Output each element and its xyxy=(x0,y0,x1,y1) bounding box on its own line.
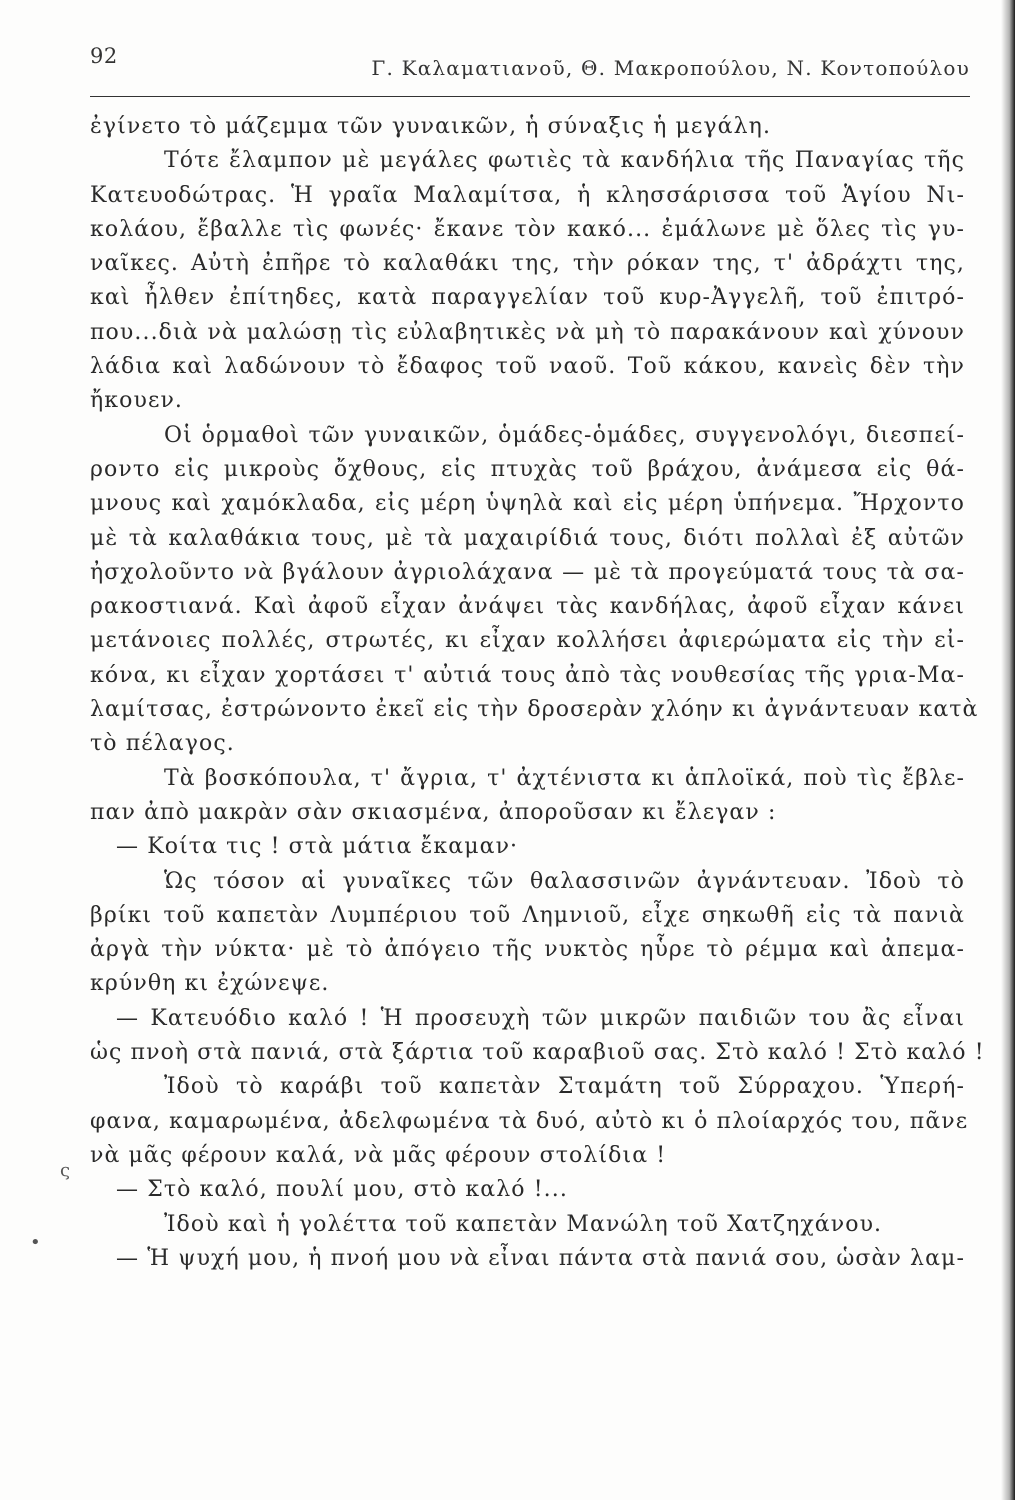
text-line: Κατευοδώτρας. Ἡ γραῖα Μαλαμίτσα, ἡ κλησσάρισσα τοῦ Ἁγίου Νι- xyxy=(90,182,965,208)
running-head: Γ. Καλαματιανοῦ, Θ. Μακροπούλου, Ν. Κοντοπούλου xyxy=(371,56,970,80)
dialogue-line: — Στὸ καλό, πουλί μου, στὸ καλό !... xyxy=(116,1177,568,1203)
text-line: τὸ πέλαγος. xyxy=(90,731,235,757)
margin-mark: ς xyxy=(60,1160,71,1181)
text-line: ἀργὰ τὴν νύκτα· μὲ τὸ ἀπόγειο τῆς νυκτὸς ηὗρε τὸ ρέμμα καὶ ἀπεμα- xyxy=(90,937,965,963)
text-line: ὡς πνοὴ στὰ πανιά, στὰ ξάρτια τοῦ καραβιοῦ σας. Στὸ καλό ! Στὸ καλό ! xyxy=(90,1040,985,1066)
text-line: μνους καὶ χαμόκλαδα, εἰς μέρη ὑψηλὰ καὶ εἰς μέρη ὑπήνεμα. Ἤρχοντο xyxy=(90,491,965,517)
text-line: που...διὰ νὰ μαλώσῃ τὶς εὐλαβητικὲς νὰ μὴ τὸ παρακάνουν καὶ χύνουν xyxy=(90,319,965,345)
dialogue-line: — Ἡ ψυχή μου, ἡ πνοή μου νὰ εἶναι πάντα στὰ πανιά σου, ὡσὰν λαμ- xyxy=(116,1245,965,1271)
page-body xyxy=(90,110,985,1276)
text-line: ἐγίνετο τὸ μάζεμμα τῶν γυναικῶν, ἡ σύναξις ἡ μεγάλη. xyxy=(90,114,772,139)
text-line: λάδια καὶ λαδώνουν τὸ ἔδαφος τοῦ ναοῦ. Τοῦ κάκου, κανεὶς δὲν τὴν xyxy=(90,354,965,380)
text-line: κολάου, ἔβαλλε τὶς φωνές· ἔκανε τὸν κακό... ἐμάλωνε μὲ ὅλες τὶς γυ- xyxy=(90,216,965,242)
text-line: Τὰ βοσκόπουλα, τ' ἄγρια, τ' ἀχτένιστα κι ἁπλοϊκά, ποὺ τὶς ἔβλε- xyxy=(164,765,965,791)
text-line: μὲ τὰ καλαθάκια τους, μὲ τὰ μαχαιρίδιά τους, διότι πολλαὶ ἐξ αὐτῶν xyxy=(90,525,965,551)
margin-dot: • xyxy=(30,1232,41,1253)
text-line: κόνα, κι εἶχαν χορτάσει τ' αὐτιά τους ἀπὸ τὰς νουθεσίας τῆς γρια-Μα- xyxy=(90,662,965,688)
text-line: Ὡς τόσον αἱ γυναῖκες τῶν θαλασσινῶν ἀγνάντευαν. Ἰδοὺ τὸ xyxy=(164,868,965,894)
text-line: φανα, καμαρωμένα, ἀδελφωμένα τὰ δυό, αὐτὸ κι ὁ πλοίαρχός του, πᾶνε xyxy=(90,1108,969,1134)
text-line: καὶ ἦλθεν ἐπίτηδες, κατὰ παραγγελίαν τοῦ κυρ-Ἀγγελῆ, τοῦ ἐπιτρό- xyxy=(90,285,965,311)
text-line: λαμίτσας, ἐστρώνοντο ἐκεῖ εἰς τὴν δροσερὰν χλόην κι ἀγνάντευαν κατὰ xyxy=(90,697,979,723)
text-line: μετάνοιες πολλές, στρωτές, κι εἶχαν κολλήσει ἀφιερώματα εἰς τὴν εἰ- xyxy=(90,628,965,654)
text-line: νὰ μᾶς φέρουν καλά, νὰ μᾶς φέρουν στολίδια ! xyxy=(90,1142,667,1168)
scan-edge-shadow xyxy=(1001,0,1015,1500)
text-line: παν ἀπὸ μακρὰν σὰν σκιασμένα, ἀποροῦσαν κι ἔλεγαν : xyxy=(90,799,777,825)
text-line: ροντο εἰς μικροὺς ὄχθους, εἰς πτυχὰς τοῦ βράχου, ἀνάμεσα εἰς θά- xyxy=(90,456,965,482)
text-line: Οἱ ὁρμαθοὶ τῶν γυναικῶν, ὁμάδες-ὁμάδες, συγγενολόγι, διεσπεί- xyxy=(164,422,965,448)
text-line: ἤκουεν. xyxy=(90,388,184,414)
text-line: Ἰδοὺ καὶ ἡ γολέττα τοῦ καπετὰν Μανώλη τοῦ Χατζηχάνου. xyxy=(164,1211,883,1237)
text-line: Τότε ἔλαμπον μὲ μεγάλες φωτιὲς τὰ κανδήλια τῆς Παναγίας τῆς xyxy=(164,148,965,174)
text-line: Ἰδοὺ τὸ καράβι τοῦ καπετὰν Σταμάτη τοῦ Σύρραχου. Ὑπερή- xyxy=(164,1074,965,1100)
page-header xyxy=(90,42,970,97)
text-line: ρακοστιανά. Καὶ ἀφοῦ εἶχαν ἀνάψει τὰς κανδήλας, ἀφοῦ εἶχαν κάνει xyxy=(90,594,965,620)
dialogue-line: — Κοίτα τις ! στὰ μάτια ἔκαμαν· xyxy=(116,834,519,860)
text-line: ἠσχολοῦντο νὰ βγάλουν ἀγριολάχανα — μὲ τὰ προγεύματά τους τὰ σα- xyxy=(90,559,965,585)
text-line: βρίκι τοῦ καπετὰν Λυμπέριου τοῦ Λημνιοῦ, εἶχε σηκωθῆ εἰς τὰ πανιὰ xyxy=(90,902,965,928)
dialogue-line: — Κατευόδιο καλό ! Ἡ προσευχὴ τῶν μικρῶν παιδιῶν του ἂς εἶναι xyxy=(116,1005,965,1031)
text-line: ναῖκες. Αὐτὴ ἐπῆρε τὸ καλαθάκι της, τὴν ρόκαν της, τ' ἀδράχτι της, xyxy=(90,251,965,277)
text-line: κρύνθη κι ἐχώνεψε. xyxy=(90,971,330,997)
page-number: 92 xyxy=(90,44,118,68)
